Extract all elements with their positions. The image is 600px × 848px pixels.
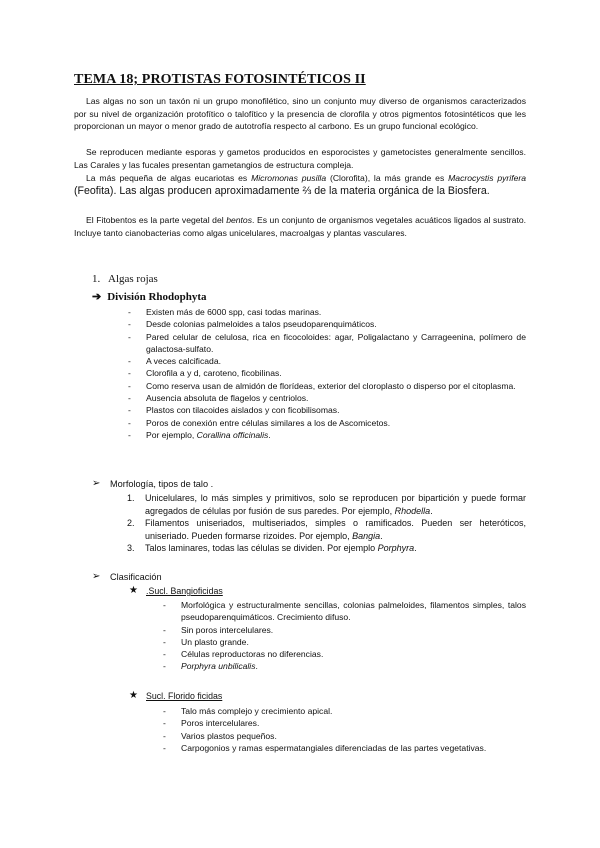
- item-text: Talos laminares, todas las células se dividen. Por ejemplo: [145, 543, 378, 554]
- star-icon: ★: [129, 690, 138, 701]
- item-end: .: [380, 530, 383, 541]
- list-item: - Clorofila a y d, caroteno, ficobilinas.: [146, 367, 526, 379]
- section-number: 1.: [92, 273, 101, 285]
- morfologia-label: Morfología, tipos de talo .: [110, 479, 214, 489]
- morfologia-list: [127, 492, 526, 555]
- division-label: División Rhodophyta: [107, 291, 207, 303]
- list-item: - A veces calcificada.: [146, 355, 526, 367]
- bangio-prefix: .: [146, 586, 149, 596]
- list-item: - Existen más de 6000 spp, casi todas marinas.: [146, 306, 526, 318]
- list-item-example: [146, 429, 526, 441]
- florido-heading: [129, 690, 223, 701]
- intro-paragraph-2: Se reproducen mediante esporas y gametos producidos en esporocistes y gametocistes generalmente sencillos. Las Carales y las fucales presentan gametangios de estructura compleja.: [74, 147, 526, 170]
- list-item: [127, 492, 526, 517]
- item-number: 3.: [127, 543, 135, 554]
- section-heading-algas-rojas: [92, 273, 158, 285]
- species-porphyra: Porphyra: [377, 543, 415, 554]
- list-item: - Poros de conexión entre células similares a los de Ascomicetos.: [146, 417, 526, 429]
- item-number: 1.: [127, 493, 135, 503]
- example-prefix: Por ejemplo,: [146, 429, 197, 440]
- list-item: - Talo más complejo y crecimiento apical.: [181, 705, 526, 717]
- species-bangia: Bangia: [352, 530, 381, 541]
- bangio-heading: [129, 585, 223, 596]
- species-macrocystis: Macrocystis pyrifera: [448, 173, 526, 183]
- list-item: [127, 517, 526, 542]
- example-suffix: .: [268, 429, 271, 440]
- list-item: - Plastos con tilacoides aislados y con ficobilisomas.: [146, 404, 526, 416]
- species-porphyra-unbilicalis: Porphyra unbilicalis: [181, 661, 256, 672]
- p3-text-e: (Feofita). Las algas producen aproximadamente ⅔ de la materia orgánica de la Biosfera.: [74, 184, 490, 197]
- item-text: Filamentos uniseriados, multiseriados, simples o ramificados. Pueden ser heteróticos, uniseriado. Pueden formarse rizoides. Por ejemplo,: [145, 518, 526, 541]
- list-item: - Como reserva usan de almidón de florídeas, exterior del cloroplasto o disperso por el citoplasma.: [146, 380, 526, 392]
- intro-paragraph-1: Las algas no son un taxón ni un grupo monofilético, sino un conjunto muy diverso de organismos caracterizados por su nivel de organización protofítico o talofítico y la presencia de clorofila y otros pigmentos fotosintéticos que les proporcionan un mayor o menor grado de autotrofía respecto al carbono. Es un grupo funcional ecológico.: [74, 96, 526, 132]
- item-end: .: [414, 543, 417, 554]
- intro-paragraph-3: [74, 172, 526, 197]
- list-item: - Sin poros intercelulares.: [181, 624, 526, 636]
- list-item: - Carpogonios y ramas espermatangiales diferenciadas de las partes vegetativas.: [181, 742, 526, 754]
- example-end: .: [255, 661, 258, 672]
- clasificacion-heading: [92, 571, 162, 582]
- list-item: - Desde colonias palmeloides a talos pseudoparenquimáticos.: [146, 318, 526, 330]
- list-item: - Ausencia absoluta de flagelos y centriolos.: [146, 392, 526, 404]
- species-corallina: Corallina officinalis: [196, 429, 269, 440]
- list-item: - Poros intercelulares.: [181, 717, 526, 729]
- species-rhodella: Rhodella: [394, 505, 431, 516]
- morfologia-heading: [92, 478, 214, 489]
- arrow-icon: ➔: [92, 291, 102, 303]
- division-heading: [92, 290, 207, 303]
- list-item: - Morfológica y estructuralmente sencillas, colonias palmeloides, filamentos simples, talos pseudoparenquimáticos. Crecimiento difuso.: [181, 599, 526, 624]
- arrowhead-bullet-icon: ➢: [92, 478, 101, 489]
- term-bentos: bentos: [226, 215, 253, 225]
- list-item: - Células reproductoras no diferencias.: [181, 648, 526, 660]
- section-label: Algas rojas: [108, 273, 158, 285]
- p4-text-c: . Es un conjunto de organismos vegetales acuáticos ligados al sustrato. Incluye tanto cianobacterias como algas unicelulares, macroalgas y plantas vasculares.: [74, 215, 527, 238]
- intro-paragraph-4: [74, 214, 526, 239]
- list-item-example: [181, 660, 526, 672]
- p3-text-c: (Clorofita), la más grande es: [326, 173, 449, 183]
- list-item: - Un plasto grande.: [181, 636, 526, 648]
- florido-list: [181, 705, 526, 754]
- bangio-list: [181, 599, 526, 673]
- item-text: Unicelulares, lo más simples y primitivos, solo se reproducen por bipartición y puede formar agregados de células por fusión de sus paredes. Por ejemplo,: [145, 493, 526, 516]
- arrowhead-bullet-icon: ➢: [92, 571, 101, 582]
- bangio-title: Sucl. Bangioficidas: [148, 586, 223, 596]
- p3-text-a: La más pequeña de algas eucariotas es: [86, 173, 252, 183]
- list-item: - Varios plastos pequeños.: [181, 730, 526, 742]
- document-title: TEMA 18; PROTISTAS FOTOSINTÉTICOS II: [74, 72, 366, 87]
- clasificacion-label: Clasificación: [110, 572, 162, 582]
- list-item: [127, 542, 526, 555]
- list-item: - Pared celular de celulosa, rica en ficocoloides: agar, Poligalactano y Carrageenina, polímero de galactosa-sulfato.: [146, 331, 526, 356]
- item-number: 2.: [127, 518, 135, 529]
- item-end: .: [430, 505, 433, 516]
- star-icon: ★: [129, 585, 138, 596]
- species-micromonas: Micromonas pusilla: [251, 173, 327, 183]
- p4-text-a: El Fitobentos es la parte vegetal del: [86, 215, 227, 225]
- florido-title: Sucl. Florido ficidas: [146, 691, 223, 701]
- rhodophyta-list: [146, 306, 526, 441]
